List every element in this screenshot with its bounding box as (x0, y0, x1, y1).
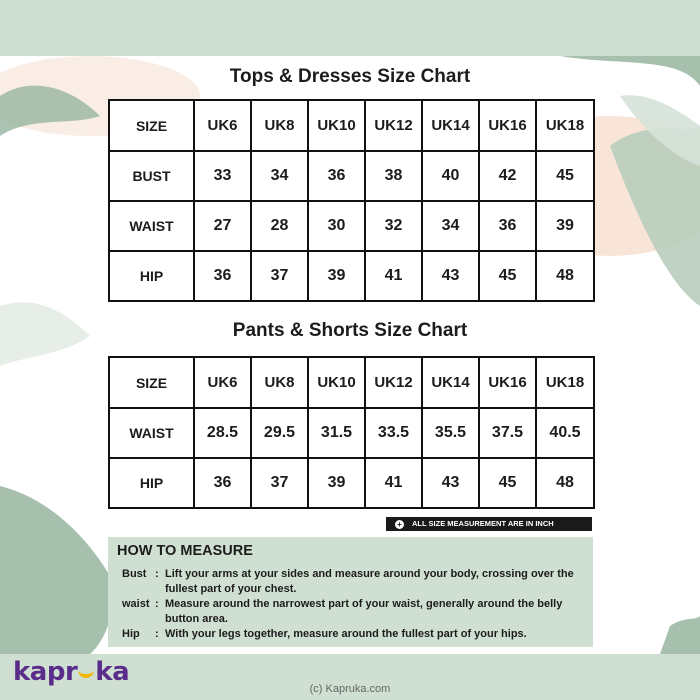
table-cell: 36 (479, 201, 536, 251)
header-cell: UK12 (365, 100, 422, 151)
header-cell: UK10 (308, 357, 365, 408)
table-header-row (109, 100, 594, 151)
header-cell: UK10 (308, 100, 365, 151)
table-row (109, 151, 594, 201)
measure-label: Bust (122, 568, 147, 580)
table-cell: 38 (365, 151, 422, 201)
table-cell: 43 (422, 251, 479, 301)
table-cell: 34 (251, 151, 308, 201)
table-cell: 45 (536, 151, 594, 201)
table-cell: 35.5 (422, 408, 479, 458)
header-cell: UK6 (194, 100, 251, 151)
table-cell: 48 (536, 251, 594, 301)
measure-text-line: Lift your arms at your sides and measure around your body, crossing over the (165, 568, 574, 580)
table-cell: 41 (365, 251, 422, 301)
measure-colon: : (155, 628, 159, 640)
table-cell: 36 (194, 251, 251, 301)
measure-text (165, 567, 590, 597)
table-cell: 39 (536, 201, 594, 251)
tops-size-table (108, 99, 595, 302)
table-cell: 45 (479, 458, 536, 508)
header-cell: UK16 (479, 357, 536, 408)
table-cell: 43 (422, 458, 479, 508)
header-cell: UK16 (479, 100, 536, 151)
table-cell: 33 (194, 151, 251, 201)
table-cell: 29.5 (251, 408, 308, 458)
tops-chart-title: Tops & Dresses Size Chart (229, 66, 471, 87)
header-cell: UK8 (251, 100, 308, 151)
measure-text-line: With your legs together, measure around the fullest part of your hips. (165, 628, 527, 640)
table-row (109, 408, 594, 458)
table-cell: 39 (308, 458, 365, 508)
inch-note-text: ALL SIZE MEASUREMENT ARE IN INCH (412, 519, 554, 528)
leaf-right-bottom (660, 616, 700, 654)
table-cell: 48 (536, 458, 594, 508)
header-cell: UK12 (365, 357, 422, 408)
table-cell: 45 (479, 251, 536, 301)
pants-size-table (108, 356, 595, 509)
header-cell: SIZE (109, 357, 194, 408)
table-header-row (109, 357, 594, 408)
leaf-left-bottom (0, 486, 113, 654)
header-cell: UK18 (536, 100, 594, 151)
measure-text-line: fullest part of your chest. (165, 583, 297, 595)
measure-text (165, 597, 590, 627)
table-cell: 36 (194, 458, 251, 508)
table-cell: 40 (422, 151, 479, 201)
how-to-measure-panel (108, 537, 593, 647)
table-cell: 41 (365, 458, 422, 508)
table-cell: 36 (308, 151, 365, 201)
measure-label: waist (122, 598, 150, 610)
table-cell: 39 (308, 251, 365, 301)
logo-text-left: kapr (13, 657, 78, 687)
header-cell: UK8 (251, 357, 308, 408)
row-label: HIP (109, 458, 194, 508)
table-cell: 27 (194, 201, 251, 251)
measure-text (165, 627, 590, 642)
header-cell: UK6 (194, 357, 251, 408)
row-label: BUST (109, 151, 194, 201)
table-row (109, 458, 594, 508)
measure-text-line: button area. (165, 613, 228, 625)
top-band (0, 0, 700, 56)
header-cell: UK14 (422, 100, 479, 151)
pants-chart-title: Pants & Shorts Size Chart (232, 320, 468, 341)
plus-circle-icon: + (395, 520, 404, 529)
measure-colon: : (155, 568, 159, 580)
table-cell: 37 (251, 458, 308, 508)
table-cell: 28 (251, 201, 308, 251)
copyright-text: (c) Kapruka.com (309, 683, 391, 695)
row-label: WAIST (109, 408, 194, 458)
table-cell: 31.5 (308, 408, 365, 458)
measure-colon: : (155, 598, 159, 610)
inch-note-banner (386, 517, 592, 531)
how-to-measure-title: HOW TO MEASURE (117, 543, 253, 559)
table-cell: 30 (308, 201, 365, 251)
header-cell: SIZE (109, 100, 194, 151)
table-cell: 34 (422, 201, 479, 251)
table-cell: 28.5 (194, 408, 251, 458)
row-label: WAIST (109, 201, 194, 251)
logo-text-right: ka (95, 657, 130, 687)
table-cell: 42 (479, 151, 536, 201)
measure-text-line: Measure around the narrowest part of your waist, generally around the belly (165, 598, 563, 610)
smile-icon (78, 666, 94, 678)
table-row (109, 201, 594, 251)
table-cell: 33.5 (365, 408, 422, 458)
table-cell: 37 (251, 251, 308, 301)
table-cell: 32 (365, 201, 422, 251)
table-cell: 37.5 (479, 408, 536, 458)
table-row (109, 251, 594, 301)
table-cell: 40.5 (536, 408, 594, 458)
measure-label: Hip (122, 628, 140, 640)
header-cell: UK14 (422, 357, 479, 408)
row-label: HIP (109, 251, 194, 301)
header-cell: UK18 (536, 357, 594, 408)
